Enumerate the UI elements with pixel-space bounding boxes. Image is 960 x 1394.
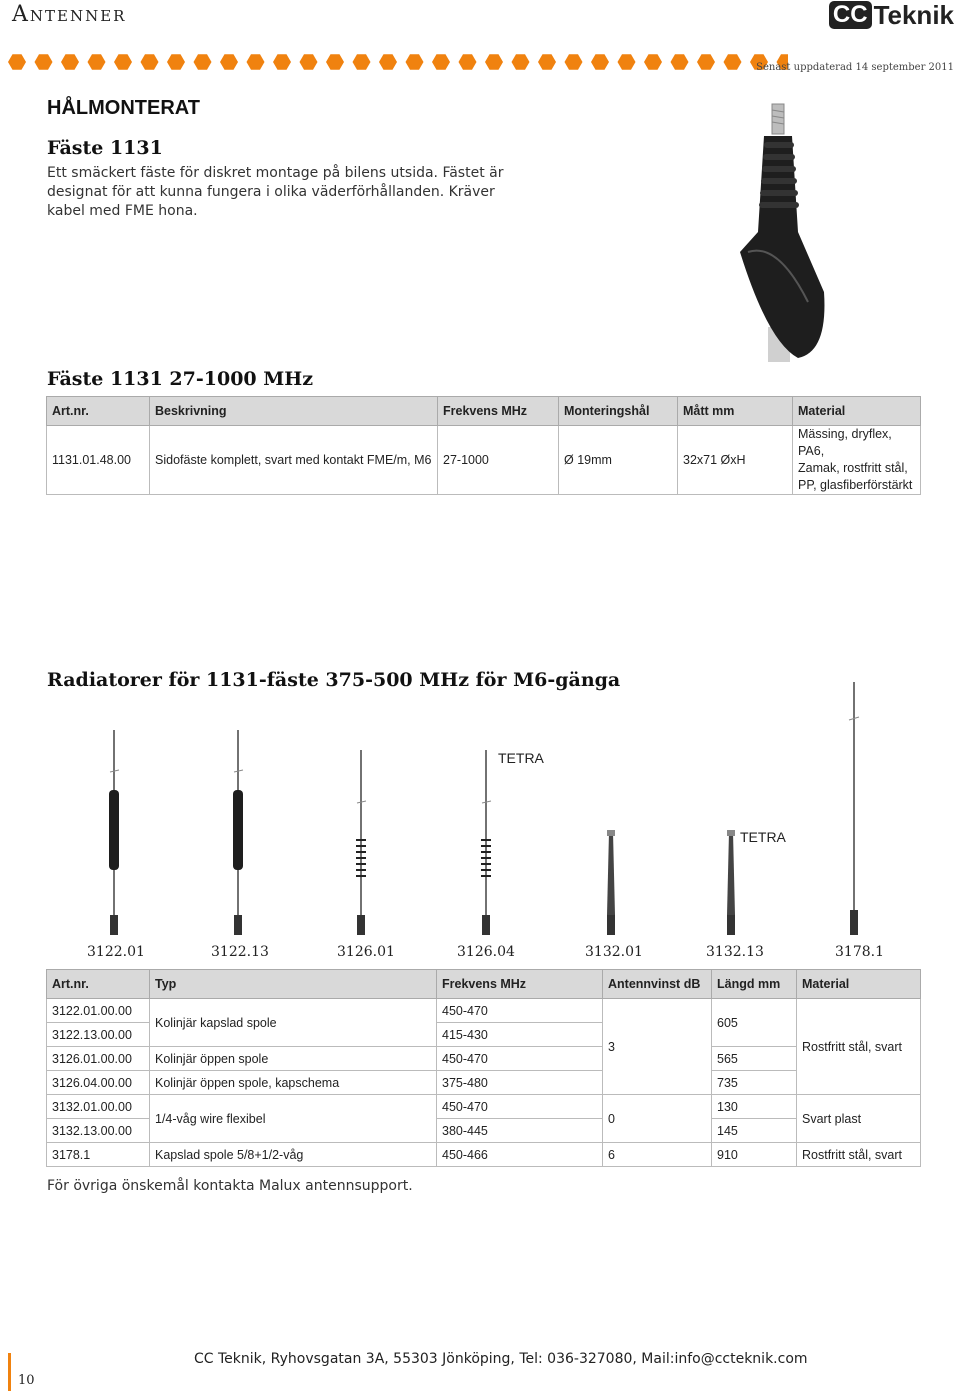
cell-type: 1/4-våg wire flexibel — [150, 1095, 437, 1143]
antenna-3122-01 — [109, 730, 119, 935]
updated-date: Senast uppdaterad 14 september 2011 — [756, 62, 954, 73]
description-line: designat för att kunna fungera i olika väderförhållanden. Kräver — [47, 184, 495, 200]
cell-material: Rostfritt stål, svart — [797, 1143, 921, 1167]
hexagon-decoration — [88, 54, 106, 70]
logo-cc: CC — [829, 1, 872, 29]
cell-art: 3122.13.00.00 — [47, 1023, 150, 1047]
support-note: För övriga önskemål kontakta Malux antennsupport. — [47, 1178, 413, 1194]
col-type: Typ — [150, 970, 437, 999]
product-title: Fäste 1131 — [47, 137, 163, 159]
cell-freq: 450-470 — [437, 1095, 603, 1119]
col-art: Art.nr. — [47, 397, 150, 426]
col-desc: Beskrivning — [150, 397, 438, 426]
cell-freq: 380-445 — [437, 1119, 603, 1143]
company-logo — [829, 1, 954, 29]
hexagon-decoration — [273, 54, 291, 70]
col-length: Längd mm — [712, 970, 797, 999]
cell-length: 130 — [712, 1095, 797, 1119]
col-material: Material — [793, 397, 921, 426]
hexagon-decoration — [618, 54, 636, 70]
antenna-3126-01 — [356, 750, 366, 935]
antenna-3178-1 — [849, 682, 859, 935]
hexagon-decoration — [459, 54, 477, 70]
cell-gain: 6 — [603, 1143, 712, 1167]
cell-art: 1131.01.48.00 — [47, 426, 150, 495]
antenna-3126-04 — [481, 750, 491, 935]
hexagon-decoration — [8, 54, 26, 70]
cell-gain: 3 — [603, 999, 712, 1095]
mount-product-image — [728, 102, 838, 362]
col-gain: Antennvinst dB — [603, 970, 712, 999]
hexagon-decoration — [167, 54, 185, 70]
hexagon-decoration — [591, 54, 609, 70]
cell-type: Kolinjär öppen spole, kapschema — [150, 1071, 437, 1095]
hexagon-decoration — [671, 54, 689, 70]
cell-art: 3126.01.00.00 — [47, 1047, 150, 1071]
col-material: Material — [797, 970, 921, 999]
logo-text: Teknik — [873, 0, 954, 30]
cell-freq: 450-470 — [437, 999, 603, 1023]
hexagon-row-decoration — [8, 53, 788, 73]
col-size: Mått mm — [678, 397, 793, 426]
table-header-row — [47, 970, 921, 999]
footer-contact: CC Teknik, Ryhovsgatan 3A, 55303 Jönköping, Tel: 036-327080, Mail:info@ccteknik.com — [194, 1351, 808, 1367]
antenna-label: 3178.1 — [835, 944, 884, 960]
hexagon-decoration — [724, 54, 742, 70]
cell-material: Svart plast — [797, 1095, 921, 1143]
cell-freq: 27-1000 — [438, 426, 559, 495]
antenna-label: 3126.04 — [457, 944, 515, 960]
material-line: Mässing, dryflex, PA6, — [798, 427, 892, 458]
antenna-3132-13 — [727, 830, 735, 935]
hexagon-decoration — [485, 54, 503, 70]
cell-length: 910 — [712, 1143, 797, 1167]
section-heading: HÅLMONTERAT — [47, 97, 200, 119]
hexagon-decoration — [432, 54, 450, 70]
hexagon-decoration — [565, 54, 583, 70]
antenna-3122-13 — [233, 730, 243, 935]
cell-size: 32x71 ØxH — [678, 426, 793, 495]
tetra-label: TETRA — [498, 750, 544, 766]
cell-art: 3132.01.00.00 — [47, 1095, 150, 1119]
description-line: Ett smäckert fäste för diskret montage på bilens utsida. Fästet är — [47, 165, 504, 181]
cell-type: Kolinjär kapslad spole — [150, 999, 437, 1047]
antenna-3132-01 — [607, 830, 615, 935]
cell-length: 145 — [712, 1119, 797, 1143]
cell-material — [793, 426, 921, 495]
table-row — [47, 1047, 921, 1071]
table1-title: Fäste 1131 27-1000 MHz — [47, 368, 314, 390]
cell-length: 565 — [712, 1047, 797, 1071]
hexagon-decoration — [114, 54, 132, 70]
material-line: Zamak, rostfritt stål, — [798, 461, 908, 475]
antenna-images — [0, 680, 960, 940]
cell-art: 3126.04.00.00 — [47, 1071, 150, 1095]
antenna-label: 3126.01 — [337, 944, 395, 960]
cell-length: 605 — [712, 999, 797, 1047]
tetra-label: TETRA — [740, 829, 786, 845]
cell-hole: Ø 19mm — [559, 426, 678, 495]
antenna-label: 3122.01 — [87, 944, 145, 960]
cell-desc: Sidofäste komplett, svart med kontakt FME/m, M6 — [150, 426, 438, 495]
col-art: Art.nr. — [47, 970, 150, 999]
cell-art: 3122.01.00.00 — [47, 999, 150, 1023]
hexagon-decoration — [697, 54, 715, 70]
hexagon-decoration — [300, 54, 318, 70]
hexagon-decoration — [644, 54, 662, 70]
col-hole: Monteringshål — [559, 397, 678, 426]
description-line: kabel med FME hona. — [47, 203, 198, 219]
material-line: PP, glasfiberförstärkt — [798, 478, 913, 492]
mount-spec-table — [46, 396, 921, 495]
hexagon-decoration — [220, 54, 238, 70]
hexagon-decoration — [141, 54, 159, 70]
page-accent-bar — [8, 1353, 11, 1391]
product-description — [47, 164, 503, 221]
table-row — [47, 1095, 921, 1119]
hexagon-decoration — [512, 54, 530, 70]
table-row — [47, 426, 921, 495]
hexagon-decoration — [353, 54, 371, 70]
hexagon-decoration — [538, 54, 556, 70]
antenna-label: 3132.01 — [585, 944, 643, 960]
hexagon-decoration — [406, 54, 424, 70]
cell-art: 3132.13.00.00 — [47, 1119, 150, 1143]
cell-gain: 0 — [603, 1095, 712, 1143]
radiators-title: Radiatorer för 1131-fäste 375-500 MHz för M6-gänga — [47, 669, 621, 691]
hexagon-decoration — [379, 54, 397, 70]
cell-material: Rostfritt stål, svart — [797, 999, 921, 1095]
cell-freq: 415-430 — [437, 1023, 603, 1047]
hexagon-decoration — [194, 54, 212, 70]
table-row — [47, 1143, 921, 1167]
cell-art: 3178.1 — [47, 1143, 150, 1167]
cell-type: Kolinjär öppen spole — [150, 1047, 437, 1071]
hexagon-decoration — [35, 54, 53, 70]
page-number: 10 — [18, 1373, 35, 1388]
table-header-row — [47, 397, 921, 426]
cell-type: Kapslad spole 5/8+1/2-våg — [150, 1143, 437, 1167]
hexagon-decoration — [61, 54, 79, 70]
col-freq: Frekvens MHz — [437, 970, 603, 999]
cell-length: 735 — [712, 1071, 797, 1095]
cell-freq: 450-470 — [437, 1047, 603, 1071]
hexagon-decoration — [326, 54, 344, 70]
cell-freq: 375-480 — [437, 1071, 603, 1095]
col-freq: Frekvens MHz — [438, 397, 559, 426]
cell-freq: 450-466 — [437, 1143, 603, 1167]
hexagon-decoration — [247, 54, 265, 70]
table-row — [47, 1071, 921, 1095]
table-row — [47, 999, 921, 1023]
radiator-spec-table — [46, 969, 921, 1167]
page-title: Antenner — [12, 2, 127, 27]
antenna-label: 3132.13 — [706, 944, 764, 960]
antenna-label: 3122.13 — [211, 944, 269, 960]
